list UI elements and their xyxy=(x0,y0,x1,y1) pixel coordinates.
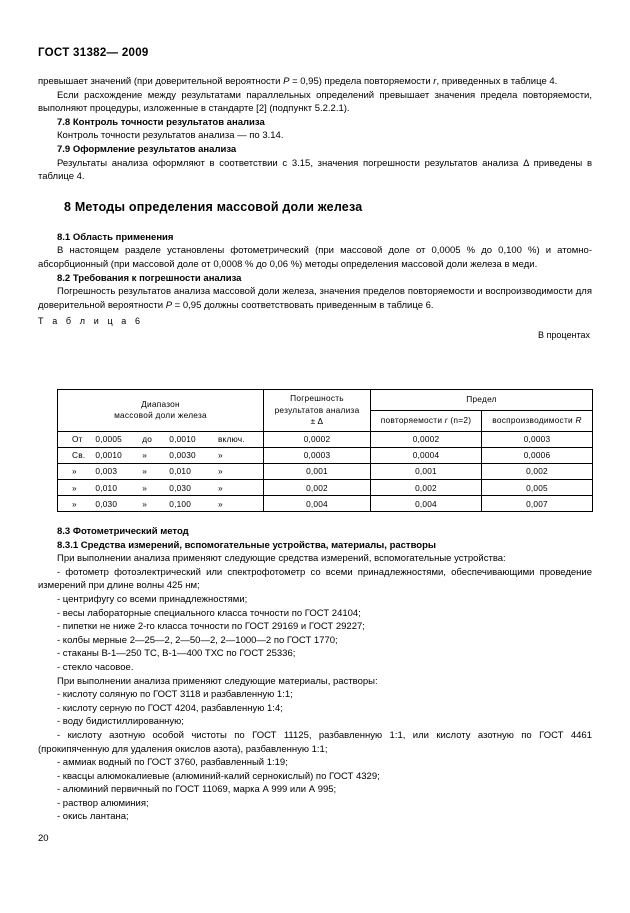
cell-range xyxy=(58,463,264,479)
cell-error: 0,001 xyxy=(264,463,371,479)
heading-8-3: 8.3 Фотометрический метод xyxy=(57,526,189,537)
range-composite xyxy=(58,434,263,444)
paragraph-divergence-procedure: Если расхождение между результатами параллельных определений превышает значения предела повторяемости, выполняют процедуры, изложенные в стандарте [2] (подпункт 5.2.2.1). xyxy=(38,89,592,115)
variable-p-confidence: P xyxy=(165,299,173,311)
range-prefix: » xyxy=(72,498,77,509)
table-6-units-note: В процентах xyxy=(538,330,590,341)
paragraph-8-2 xyxy=(38,285,592,312)
range-composite xyxy=(58,499,263,509)
range-suffix: » xyxy=(217,482,223,493)
list-item: - колбы мерные 2—25—2, 2—50—2, 2—1000—2 по ГОСТ 1770; xyxy=(57,634,338,646)
list-item: - весы лабораторные специального класса точности по ГОСТ 24104; xyxy=(57,607,361,619)
range-suffix: » xyxy=(217,466,223,477)
list-item: - квасцы алюмокалиевые (алюминий-калий сернокислый) по ГОСТ 4329; xyxy=(57,770,380,782)
paragraph-repeatability-limit xyxy=(38,75,592,89)
cell-repeatability: 0,004 xyxy=(371,496,482,512)
range-prefix: Св. xyxy=(72,450,86,461)
heading-8-3-1: 8.3.1 Средства измерений, вспомогательные устройства, материалы, растворы xyxy=(57,539,437,551)
column-header-repeatability xyxy=(371,410,482,431)
range-low: 0,010 xyxy=(95,482,118,493)
cell-repeatability: 0,0002 xyxy=(371,431,482,447)
list-item: - стаканы В-1—250 ТС, В-1—400 ТХС по ГОСТ 25336; xyxy=(57,648,296,660)
range-prefix: » xyxy=(72,482,77,493)
cell-error: 0,004 xyxy=(264,496,371,512)
variable-R-reproducibility: R xyxy=(575,414,582,425)
column-header-range xyxy=(58,390,264,432)
spacer-after-section-8 xyxy=(38,214,592,231)
cell-range xyxy=(58,496,264,512)
range-high: 0,010 xyxy=(169,466,192,477)
range-suffix: включ. xyxy=(217,434,245,445)
variable-r: r xyxy=(433,76,437,87)
heading-section-8: 8 Методы определения массовой доли железа xyxy=(64,199,363,214)
cell-range xyxy=(58,447,264,463)
range-high: 0,100 xyxy=(169,498,192,509)
list-item: - кислоту серную по ГОСТ 4204, разбавленную 1:4; xyxy=(57,702,283,714)
cell-range xyxy=(58,480,264,496)
paragraph-8-1: В настоящем разделе установлены фотометрический (при массовой доле от 0,0005 % до 0,100 %) и атомно-абсорбционный (при массовой доле от 0,0008 % до 0,06 %) методы определения массовой доли железа в меди. xyxy=(38,245,592,270)
list-item: - стекло часовое. xyxy=(57,661,134,673)
list-item: - алюминий первичный по ГОСТ 11069, марка А 999 или А 995; xyxy=(57,784,337,796)
range-composite xyxy=(58,483,263,493)
document-body-upper xyxy=(38,75,592,340)
table-row xyxy=(58,480,593,496)
heading-7-9: 7.9 Оформление результатов анализа xyxy=(57,143,237,155)
range-prefix: От xyxy=(72,434,83,445)
range-high: 0,0030 xyxy=(169,450,196,461)
variable-p: P xyxy=(283,76,290,87)
table-6-head xyxy=(58,390,593,432)
table-header-row-1 xyxy=(58,390,593,411)
paragraph-materials-intro: При выполнении анализа применяют следующие материалы, растворы: xyxy=(57,675,378,687)
cell-reproducibility: 0,0003 xyxy=(482,431,593,447)
column-header-error-line3: ± Δ xyxy=(310,416,324,426)
table-row xyxy=(58,431,593,447)
cell-reproducibility: 0,005 xyxy=(482,480,593,496)
column-header-error-line1: Погрешность xyxy=(290,393,344,403)
heading-8-2: 8.2 Требования к погрешности анализа xyxy=(57,272,242,284)
variable-r-repeatability: r xyxy=(444,414,448,425)
document-standard-header: ГОСТ 31382— 2009 xyxy=(38,47,149,59)
cell-range xyxy=(58,431,264,447)
list-item: - фотометр фотоэлектрический или спектрофотометр со всеми принадлежностями, обеспечивающими проведение измерений при длине волны 425 нм; xyxy=(38,566,592,592)
range-high: 0,030 xyxy=(169,482,192,493)
range-suffix: » xyxy=(217,450,223,461)
range-separator: » xyxy=(142,466,148,477)
list-item: - пипетки не ниже 2-го класса точности по ГОСТ 29169 и ГОСТ 29227; xyxy=(57,621,365,633)
cell-reproducibility: 0,0006 xyxy=(482,447,593,463)
range-low: 0,0010 xyxy=(95,450,122,461)
column-header-reproducibility-text: воспроизводимости xyxy=(492,414,576,425)
cell-reproducibility: 0,002 xyxy=(482,463,593,479)
cell-error: 0,0002 xyxy=(264,431,371,447)
range-prefix: » xyxy=(72,466,77,477)
cell-reproducibility: 0,007 xyxy=(482,496,593,512)
paragraph-8-2-part-b: = 0,95 должны соответствовать приведенным в таблице 6. xyxy=(172,299,434,311)
table-row xyxy=(58,496,593,512)
cell-repeatability: 0,002 xyxy=(371,480,482,496)
spacer-before-section-8 xyxy=(38,184,592,200)
range-low: 0,0005 xyxy=(95,434,122,445)
column-header-reproducibility xyxy=(482,410,593,431)
column-header-limit-group: Предел xyxy=(371,390,593,411)
paragraph-part-b: = 0,95) предела повторяемости xyxy=(289,76,434,87)
list-item: - окись лантана; xyxy=(57,811,129,823)
range-separator: до xyxy=(142,434,153,445)
paragraph-part-a: превышает значений (при доверительной вероятности xyxy=(38,76,284,87)
paragraph-7-8: Контроль точности результатов анализа — по 3.14. xyxy=(57,130,284,142)
cell-repeatability: 0,0004 xyxy=(371,447,482,463)
range-low: 0,003 xyxy=(95,466,118,477)
list-item: - кислоту азотную особой чистоты по ГОСТ 11125, разбавленную 1:1, или кислоту азотную по ГОСТ 4461 (прокипяченную для удаления окислов азота), разбавленную 1:1; xyxy=(38,729,592,755)
page-number: 20 xyxy=(38,833,49,844)
range-separator: » xyxy=(142,482,148,493)
list-item: - кислоту соляную по ГОСТ 3118 и разбавленную 1:1; xyxy=(57,689,293,701)
column-header-range-line1: Диапазон xyxy=(141,398,180,409)
column-header-error-line2: результатов анализа xyxy=(274,404,360,415)
column-header-error xyxy=(264,390,371,432)
cell-repeatability: 0,001 xyxy=(371,463,482,479)
range-high: 0,0010 xyxy=(169,434,196,445)
table-6-caption: Т а б л и ц а 6 xyxy=(38,316,144,327)
list-item: - аммиак водный по ГОСТ 3760, разбавленный 1:19; xyxy=(57,757,288,769)
column-header-repeatability-text: повторяемости xyxy=(380,414,445,425)
heading-8-1: 8.1 Область применения xyxy=(57,231,174,243)
range-low: 0,030 xyxy=(95,498,118,509)
paragraph-7-9: Результаты анализа оформляют в соответствии с 3.15, значения погрешности результатов анализа Δ приведены в таблице 4. xyxy=(38,157,592,183)
table-6-body xyxy=(58,431,593,512)
column-header-range-line2: массовой доли железа xyxy=(114,410,207,421)
column-header-repeatability-n: (n=2) xyxy=(447,414,472,425)
document-body-lower xyxy=(38,525,592,824)
table-6-wrapper xyxy=(57,389,592,512)
range-composite xyxy=(58,450,263,460)
paragraph-8-2-part-a: Погрешность результатов анализа массовой доли железа, значения пределов повторяемости и воспроизводимости для доверительной вероятности xyxy=(38,286,592,311)
cell-error: 0,002 xyxy=(264,480,371,496)
list-item: - воду бидистиллированную; xyxy=(57,716,184,728)
table-6 xyxy=(57,389,593,512)
heading-7-8: 7.8 Контроль точности результатов анализа xyxy=(57,116,265,128)
list-item: - центрифугу со всеми принадлежностями; xyxy=(57,593,248,605)
range-composite xyxy=(58,466,263,476)
range-separator: » xyxy=(142,450,148,461)
list-item: - раствор алюминия; xyxy=(57,797,149,809)
range-separator: » xyxy=(142,498,148,509)
table-row xyxy=(58,463,593,479)
range-suffix: » xyxy=(217,498,223,509)
table-row xyxy=(58,447,593,463)
paragraph-part-c: , приведенных в таблице 4. xyxy=(436,76,558,87)
paragraph-equipment-intro: При выполнении анализа применяют следующие средства измерений, вспомогательные устройства: xyxy=(57,553,506,565)
cell-error: 0,0003 xyxy=(264,447,371,463)
